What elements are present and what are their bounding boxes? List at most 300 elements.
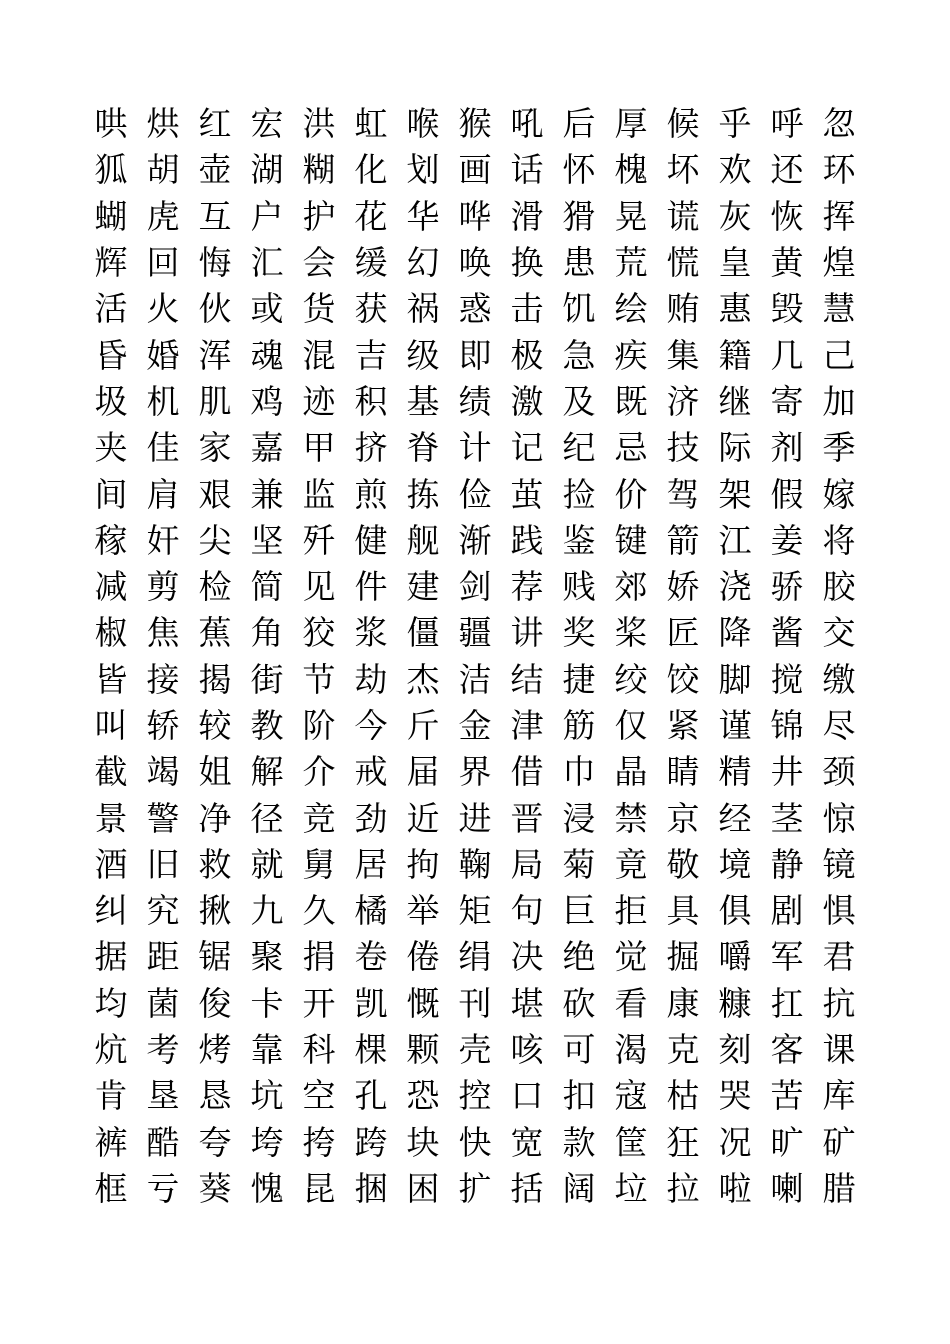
character-cell: 话 bbox=[510, 150, 544, 190]
character-cell: 蝴 bbox=[94, 196, 128, 236]
character-cell: 景 bbox=[94, 798, 128, 838]
character-cell: 监 bbox=[302, 474, 336, 514]
character-cell: 贿 bbox=[666, 289, 700, 329]
character-cell: 锦 bbox=[770, 706, 804, 745]
character-cell: 酒 bbox=[94, 844, 128, 884]
character-cell: 旧 bbox=[146, 844, 180, 884]
character-cell: 快 bbox=[458, 1122, 492, 1162]
character-cell: 矿 bbox=[822, 1122, 856, 1162]
character-cell: 姐 bbox=[198, 752, 232, 792]
character-cell: 猴 bbox=[458, 104, 492, 144]
character-cell: 记 bbox=[510, 428, 544, 468]
character-cell: 吼 bbox=[510, 104, 544, 144]
character-row bbox=[85, 981, 865, 1027]
character-cell: 匠 bbox=[666, 613, 700, 653]
character-cell: 垃 bbox=[614, 1168, 648, 1208]
character-cell: 哄 bbox=[94, 104, 128, 144]
character-cell: 菊 bbox=[562, 844, 596, 884]
character-cell: 浇 bbox=[718, 567, 752, 607]
character-cell: 洁 bbox=[458, 659, 492, 699]
character-cell: 嘉 bbox=[250, 428, 284, 468]
character-cell: 狐 bbox=[94, 150, 128, 190]
character-cell: 决 bbox=[510, 937, 544, 977]
character-cell: 紧 bbox=[666, 706, 700, 745]
character-cell: 回 bbox=[146, 243, 180, 283]
character-cell: 酷 bbox=[146, 1122, 180, 1162]
character-cell: 进 bbox=[458, 798, 492, 838]
character-cell: 哗 bbox=[458, 196, 492, 236]
character-cell: 尖 bbox=[198, 520, 232, 560]
character-cell: 汇 bbox=[250, 243, 284, 283]
character-cell: 久 bbox=[302, 891, 336, 931]
character-row bbox=[85, 842, 865, 888]
character-cell: 可 bbox=[562, 1030, 596, 1070]
character-cell: 肩 bbox=[146, 474, 180, 514]
character-cell: 劫 bbox=[354, 659, 388, 699]
character-cell: 静 bbox=[770, 844, 804, 884]
character-cell: 家 bbox=[198, 428, 232, 468]
character-cell: 居 bbox=[354, 844, 388, 884]
character-cell: 劲 bbox=[354, 798, 388, 838]
character-cell: 介 bbox=[302, 752, 336, 792]
character-cell: 尽 bbox=[822, 706, 856, 745]
character-cell: 皆 bbox=[94, 659, 128, 699]
character-cell: 竟 bbox=[614, 844, 648, 884]
character-cell: 肌 bbox=[198, 381, 232, 421]
character-cell: 抗 bbox=[822, 983, 856, 1023]
character-cell: 揪 bbox=[198, 891, 232, 931]
character-cell: 技 bbox=[666, 428, 700, 468]
character-cell: 践 bbox=[510, 520, 544, 560]
character-cell: 煎 bbox=[354, 474, 388, 514]
character-cell: 禁 bbox=[614, 798, 648, 838]
character-cell: 阔 bbox=[562, 1168, 596, 1208]
character-cell: 刊 bbox=[458, 983, 492, 1023]
character-cell: 搅 bbox=[770, 659, 804, 699]
character-cell: 昆 bbox=[302, 1168, 336, 1208]
character-cell: 迹 bbox=[302, 381, 336, 421]
character-cell: 激 bbox=[510, 381, 544, 421]
character-cell: 堪 bbox=[510, 983, 544, 1023]
character-cell: 伙 bbox=[198, 289, 232, 329]
character-cell: 控 bbox=[458, 1076, 492, 1116]
character-cell: 轿 bbox=[146, 706, 180, 745]
character-cell: 价 bbox=[614, 474, 648, 514]
character-cell: 倦 bbox=[406, 937, 440, 977]
character-cell: 砍 bbox=[562, 983, 596, 1023]
character-cell: 愧 bbox=[250, 1168, 284, 1208]
character-cell: 娇 bbox=[666, 567, 700, 607]
character-cell: 茧 bbox=[510, 474, 544, 514]
character-cell: 颗 bbox=[406, 1030, 440, 1070]
character-cell: 化 bbox=[354, 150, 388, 190]
character-cell: 葵 bbox=[198, 1168, 232, 1208]
character-cell: 恢 bbox=[770, 196, 804, 236]
character-cell: 巨 bbox=[562, 891, 596, 931]
character-cell: 糠 bbox=[718, 983, 752, 1023]
character-cell: 叫 bbox=[94, 706, 128, 745]
character-cell: 块 bbox=[406, 1122, 440, 1162]
character-cell: 俱 bbox=[718, 891, 752, 931]
character-cell: 科 bbox=[302, 1030, 336, 1070]
character-cell: 饺 bbox=[666, 659, 700, 699]
character-cell: 金 bbox=[458, 706, 492, 745]
character-cell: 拘 bbox=[406, 844, 440, 884]
character-cell: 绝 bbox=[562, 937, 596, 977]
character-cell: 康 bbox=[666, 983, 700, 1023]
character-cell: 亏 bbox=[146, 1168, 180, 1208]
character-row bbox=[85, 657, 865, 703]
character-cell: 捐 bbox=[302, 937, 336, 977]
character-cell: 军 bbox=[770, 937, 804, 977]
character-cell: 胶 bbox=[822, 567, 856, 607]
character-cell: 挎 bbox=[302, 1122, 336, 1162]
character-cell: 集 bbox=[666, 335, 700, 375]
character-cell: 看 bbox=[614, 983, 648, 1023]
character-cell: 籍 bbox=[718, 335, 752, 375]
character-cell: 奖 bbox=[562, 613, 596, 653]
character-cell: 角 bbox=[250, 613, 284, 653]
character-cell: 脚 bbox=[718, 659, 752, 699]
character-cell: 截 bbox=[94, 752, 128, 792]
character-cell: 谎 bbox=[666, 196, 700, 236]
character-cell: 绩 bbox=[458, 381, 492, 421]
character-cell: 乎 bbox=[718, 104, 752, 144]
character-cell: 忽 bbox=[822, 104, 856, 144]
character-cell: 将 bbox=[822, 520, 856, 560]
character-cell: 键 bbox=[614, 520, 648, 560]
character-cell: 艰 bbox=[198, 474, 232, 514]
character-cell: 京 bbox=[666, 798, 700, 838]
character-cell: 级 bbox=[406, 335, 440, 375]
character-cell: 腊 bbox=[822, 1168, 856, 1208]
character-row bbox=[85, 703, 865, 749]
character-row bbox=[85, 1027, 865, 1073]
character-cell: 晋 bbox=[510, 798, 544, 838]
character-cell: 咳 bbox=[510, 1030, 544, 1070]
character-cell: 课 bbox=[822, 1030, 856, 1070]
character-cell: 借 bbox=[510, 752, 544, 792]
character-cell: 拉 bbox=[666, 1168, 700, 1208]
character-cell: 滑 bbox=[510, 196, 544, 236]
character-cell: 惊 bbox=[822, 798, 856, 838]
character-cell: 孔 bbox=[354, 1076, 388, 1116]
character-cell: 开 bbox=[302, 983, 336, 1023]
character-cell: 框 bbox=[94, 1168, 128, 1208]
character-row bbox=[85, 425, 865, 471]
character-row bbox=[85, 1073, 865, 1119]
character-cell: 交 bbox=[822, 613, 856, 653]
character-cell: 检 bbox=[198, 567, 232, 607]
character-cell: 姜 bbox=[770, 520, 804, 560]
character-cell: 跨 bbox=[354, 1122, 388, 1162]
character-cell: 灰 bbox=[718, 196, 752, 236]
character-cell: 津 bbox=[510, 706, 544, 745]
character-cell: 加 bbox=[822, 381, 856, 421]
character-cell: 款 bbox=[562, 1122, 596, 1162]
character-cell: 哭 bbox=[718, 1076, 752, 1116]
character-row bbox=[85, 101, 865, 147]
character-cell: 卡 bbox=[250, 983, 284, 1023]
character-cell: 花 bbox=[354, 196, 388, 236]
character-cell: 接 bbox=[146, 659, 180, 699]
character-cell: 奸 bbox=[146, 520, 180, 560]
character-cell: 拒 bbox=[614, 891, 648, 931]
character-cell: 慧 bbox=[822, 289, 856, 329]
character-cell: 荐 bbox=[510, 567, 544, 607]
character-cell: 货 bbox=[302, 289, 336, 329]
character-cell: 狡 bbox=[302, 613, 336, 653]
character-cell: 见 bbox=[302, 567, 336, 607]
character-cell: 苦 bbox=[770, 1076, 804, 1116]
character-cell: 究 bbox=[146, 891, 180, 931]
character-cell: 克 bbox=[666, 1030, 700, 1070]
character-cell: 画 bbox=[458, 150, 492, 190]
character-row bbox=[85, 379, 865, 425]
character-cell: 谨 bbox=[718, 706, 752, 745]
character-cell: 敬 bbox=[666, 844, 700, 884]
character-cell: 舅 bbox=[302, 844, 336, 884]
character-cell: 计 bbox=[458, 428, 492, 468]
character-cell: 划 bbox=[406, 150, 440, 190]
character-cell: 火 bbox=[146, 289, 180, 329]
character-cell: 剂 bbox=[770, 428, 804, 468]
character-cell: 挥 bbox=[822, 196, 856, 236]
character-cell: 混 bbox=[302, 335, 336, 375]
character-cell: 宏 bbox=[250, 104, 284, 144]
character-row bbox=[85, 564, 865, 610]
character-cell: 换 bbox=[510, 243, 544, 283]
character-cell: 炕 bbox=[94, 1030, 128, 1070]
character-cell: 会 bbox=[302, 243, 336, 283]
character-cell: 空 bbox=[302, 1076, 336, 1116]
character-cell: 夸 bbox=[198, 1122, 232, 1162]
character-cell: 仅 bbox=[614, 706, 648, 745]
character-cell: 魂 bbox=[250, 335, 284, 375]
character-cell: 槐 bbox=[614, 150, 648, 190]
character-cell: 虎 bbox=[146, 196, 180, 236]
character-cell: 锯 bbox=[198, 937, 232, 977]
character-cell: 橘 bbox=[354, 891, 388, 931]
character-row bbox=[85, 610, 865, 656]
character-cell: 惑 bbox=[458, 289, 492, 329]
character-cell: 忌 bbox=[614, 428, 648, 468]
character-cell: 径 bbox=[250, 798, 284, 838]
character-cell: 坑 bbox=[250, 1076, 284, 1116]
character-cell: 旷 bbox=[770, 1122, 804, 1162]
character-cell: 际 bbox=[718, 428, 752, 468]
character-cell: 烤 bbox=[198, 1030, 232, 1070]
character-cell: 君 bbox=[822, 937, 856, 977]
character-cell: 己 bbox=[822, 335, 856, 375]
character-cell: 狂 bbox=[666, 1122, 700, 1162]
character-cell: 积 bbox=[354, 381, 388, 421]
character-cell: 婚 bbox=[146, 335, 180, 375]
character-cell: 客 bbox=[770, 1030, 804, 1070]
character-cell: 驾 bbox=[666, 474, 700, 514]
character-cell: 黄 bbox=[770, 243, 804, 283]
character-cell: 胡 bbox=[146, 150, 180, 190]
character-cell: 湖 bbox=[250, 150, 284, 190]
character-cell: 绢 bbox=[458, 937, 492, 977]
character-cell: 幻 bbox=[406, 243, 440, 283]
character-cell: 句 bbox=[510, 891, 544, 931]
character-cell: 届 bbox=[406, 752, 440, 792]
character-cell: 候 bbox=[666, 104, 700, 144]
character-cell: 壳 bbox=[458, 1030, 492, 1070]
character-cell: 吉 bbox=[354, 335, 388, 375]
character-cell: 简 bbox=[250, 567, 284, 607]
character-cell: 枯 bbox=[666, 1076, 700, 1116]
character-cell: 或 bbox=[250, 289, 284, 329]
character-cell: 揭 bbox=[198, 659, 232, 699]
character-cell: 惧 bbox=[822, 891, 856, 931]
character-cell: 节 bbox=[302, 659, 336, 699]
character-cell: 结 bbox=[510, 659, 544, 699]
character-cell: 矩 bbox=[458, 891, 492, 931]
character-cell: 救 bbox=[198, 844, 232, 884]
character-cell: 绞 bbox=[614, 659, 648, 699]
character-cell: 鞠 bbox=[458, 844, 492, 884]
character-cell: 坚 bbox=[250, 520, 284, 560]
character-cell: 厚 bbox=[614, 104, 648, 144]
character-row bbox=[85, 888, 865, 934]
character-cell: 极 bbox=[510, 335, 544, 375]
character-row bbox=[85, 147, 865, 193]
character-cell: 靠 bbox=[250, 1030, 284, 1070]
character-cell: 就 bbox=[250, 844, 284, 884]
character-cell: 括 bbox=[510, 1168, 544, 1208]
character-cell: 渴 bbox=[614, 1030, 648, 1070]
character-cell: 喇 bbox=[770, 1168, 804, 1208]
character-cell: 具 bbox=[666, 891, 700, 931]
character-cell: 户 bbox=[250, 196, 284, 236]
character-cell: 昏 bbox=[94, 335, 128, 375]
character-cell: 煌 bbox=[822, 243, 856, 283]
character-cell: 后 bbox=[562, 104, 596, 144]
character-cell: 壶 bbox=[198, 150, 232, 190]
character-cell: 九 bbox=[250, 891, 284, 931]
character-cell: 架 bbox=[718, 474, 752, 514]
character-cell: 扩 bbox=[458, 1168, 492, 1208]
character-cell: 基 bbox=[406, 381, 440, 421]
character-cell: 华 bbox=[406, 196, 440, 236]
character-cell: 库 bbox=[822, 1076, 856, 1116]
character-cell: 困 bbox=[406, 1168, 440, 1208]
character-cell: 疆 bbox=[458, 613, 492, 653]
character-cell: 斤 bbox=[406, 706, 440, 745]
character-cell: 茎 bbox=[770, 798, 804, 838]
character-row bbox=[85, 1120, 865, 1166]
character-cell: 晃 bbox=[614, 196, 648, 236]
character-cell: 拣 bbox=[406, 474, 440, 514]
character-cell: 舰 bbox=[406, 520, 440, 560]
character-cell: 捆 bbox=[354, 1168, 388, 1208]
character-cell: 今 bbox=[354, 706, 388, 745]
character-cell: 还 bbox=[770, 150, 804, 190]
character-cell: 寇 bbox=[614, 1076, 648, 1116]
character-cell: 郊 bbox=[614, 567, 648, 607]
character-cell: 捡 bbox=[562, 474, 596, 514]
character-cell: 卷 bbox=[354, 937, 388, 977]
character-row bbox=[85, 1166, 865, 1212]
character-cell: 及 bbox=[562, 381, 596, 421]
character-cell: 慨 bbox=[406, 983, 440, 1023]
character-cell: 兼 bbox=[250, 474, 284, 514]
character-cell: 鸡 bbox=[250, 381, 284, 421]
character-cell: 酱 bbox=[770, 613, 804, 653]
character-cell: 糊 bbox=[302, 150, 336, 190]
character-cell: 掘 bbox=[666, 937, 700, 977]
character-cell: 寄 bbox=[770, 381, 804, 421]
character-cell: 精 bbox=[718, 752, 752, 792]
character-cell: 假 bbox=[770, 474, 804, 514]
character-cell: 浑 bbox=[198, 335, 232, 375]
character-cell: 挤 bbox=[354, 428, 388, 468]
character-cell: 纠 bbox=[94, 891, 128, 931]
character-cell: 脊 bbox=[406, 428, 440, 468]
character-cell: 既 bbox=[614, 381, 648, 421]
character-cell: 垮 bbox=[250, 1122, 284, 1162]
character-cell: 巾 bbox=[562, 752, 596, 792]
character-cell: 较 bbox=[198, 706, 232, 745]
character-cell: 坏 bbox=[666, 150, 700, 190]
character-cell: 恐 bbox=[406, 1076, 440, 1116]
character-cell: 活 bbox=[94, 289, 128, 329]
character-cell: 饥 bbox=[562, 289, 596, 329]
character-cell: 缴 bbox=[822, 659, 856, 699]
character-cell: 慌 bbox=[666, 243, 700, 283]
character-cell: 荒 bbox=[614, 243, 648, 283]
character-cell: 洪 bbox=[302, 104, 336, 144]
character-cell: 净 bbox=[198, 798, 232, 838]
character-row bbox=[85, 795, 865, 841]
character-cell: 济 bbox=[666, 381, 700, 421]
character-cell: 歼 bbox=[302, 520, 336, 560]
character-cell: 扣 bbox=[562, 1076, 596, 1116]
character-cell: 教 bbox=[250, 706, 284, 745]
character-cell: 悔 bbox=[198, 243, 232, 283]
character-cell: 况 bbox=[718, 1122, 752, 1162]
character-cell: 减 bbox=[94, 567, 128, 607]
character-cell: 局 bbox=[510, 844, 544, 884]
character-cell: 怀 bbox=[562, 150, 596, 190]
character-cell: 筐 bbox=[614, 1122, 648, 1162]
character-cell: 警 bbox=[146, 798, 180, 838]
character-row bbox=[85, 194, 865, 240]
character-cell: 戒 bbox=[354, 752, 388, 792]
character-cell: 觉 bbox=[614, 937, 648, 977]
character-cell: 夹 bbox=[94, 428, 128, 468]
character-cell: 镜 bbox=[822, 844, 856, 884]
character-cell: 杰 bbox=[406, 659, 440, 699]
character-cell: 佳 bbox=[146, 428, 180, 468]
character-cell: 猾 bbox=[562, 196, 596, 236]
character-cell: 距 bbox=[146, 937, 180, 977]
character-cell: 即 bbox=[458, 335, 492, 375]
character-row bbox=[85, 749, 865, 795]
character-cell: 阶 bbox=[302, 706, 336, 745]
character-cell: 击 bbox=[510, 289, 544, 329]
character-cell: 建 bbox=[406, 567, 440, 607]
character-cell: 几 bbox=[770, 335, 804, 375]
character-cell: 皇 bbox=[718, 243, 752, 283]
character-cell: 急 bbox=[562, 335, 596, 375]
character-cell: 颈 bbox=[822, 752, 856, 792]
character-cell: 筋 bbox=[562, 706, 596, 745]
character-cell: 街 bbox=[250, 659, 284, 699]
character-cell: 举 bbox=[406, 891, 440, 931]
